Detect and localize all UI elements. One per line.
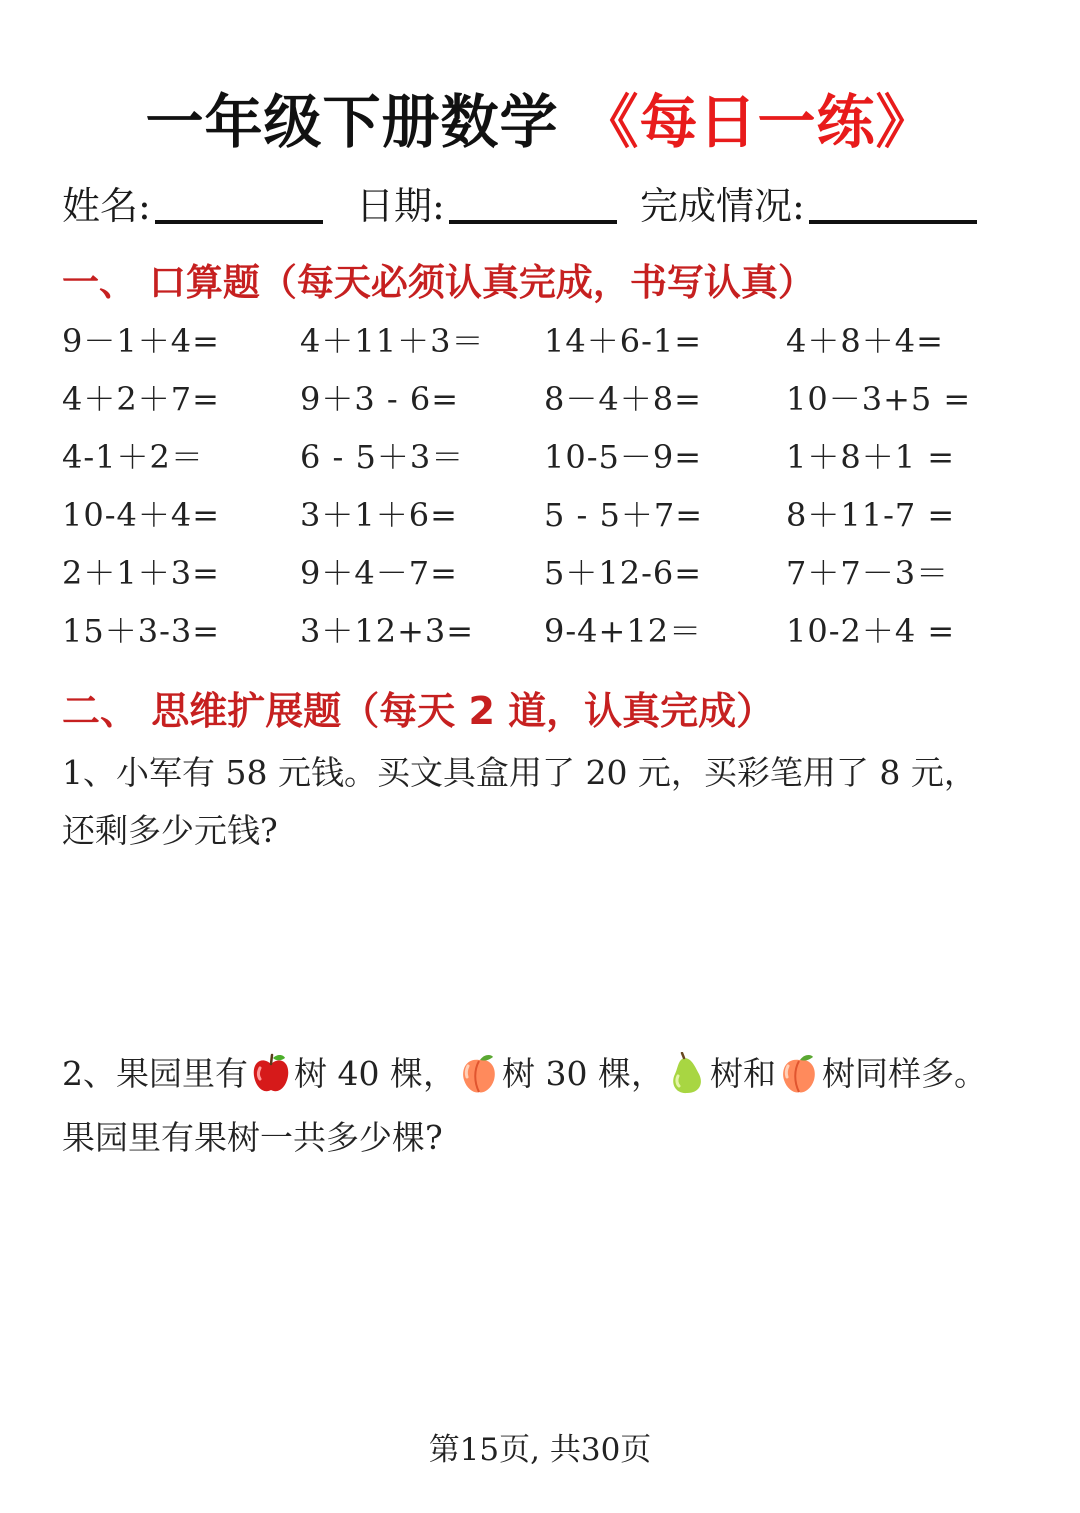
calc-problem: 10－3+5 = [786,380,972,418]
page-title [0,76,1080,158]
section-thinking-extension-title: 二、 思维扩展题（每天 2 道，认真完成） [62,689,775,733]
apple-icon [250,1052,292,1096]
calc-problem: 14＋6-1= [544,322,703,360]
calc-row [62,608,1022,654]
calc-row [62,492,1022,538]
calc-row [62,550,1022,596]
status-blank-line[interactable] [809,220,977,224]
calc-problem: 9＋4－7= [300,554,458,592]
title-main: 一年级下册数学 [145,88,559,156]
word-problem-1-line-1: 1、小军有 58 元钱。买文具盒用了 20 元，买彩笔用了 8 元， [62,753,977,792]
page-number-footer: 第15页, 共30页 [428,1432,652,1468]
problem-2-text-segment: 树 40 棵， [294,1054,456,1093]
date-label: 日期: [356,184,445,228]
calc-problem: 2＋1＋3= [62,554,220,592]
calc-problem: 15＋3-3= [62,612,221,650]
calc-problem: 8－4＋8= [544,380,702,418]
calc-row [62,376,1022,422]
peach-icon [458,1052,500,1096]
problem-2-text-segment: 树同样多。 [821,1054,987,1093]
name-blank-line[interactable] [155,220,323,224]
calc-problem: 10-4＋4= [62,496,221,534]
calc-problem: 4＋2＋7= [62,380,220,418]
problem-2-text-segment: 树和 [709,1054,776,1093]
calc-problem: 5 - 5＋7= [544,496,704,534]
section-oral-calculation-title: 一、 口算题（每天必须认真完成，书写认真） [62,261,815,304]
calc-problem: 10-5－9= [544,438,703,476]
pear-icon [666,1052,708,1096]
calc-problem: 9-4+12＝ [544,612,703,650]
date-field[interactable] [356,174,617,230]
calc-problem: 1＋8＋1 = [786,438,956,476]
calc-problem: 3＋1＋6= [300,496,458,534]
calc-problem: 9－1＋4= [62,322,220,360]
word-problem-1 [62,744,1022,860]
calc-problem: 4＋11＋3＝ [300,322,485,360]
word-problem-1-line-2: 还剩多少元钱? [62,811,278,850]
calc-row [62,318,1022,364]
calc-problem: 5＋12-6= [544,554,703,592]
name-field[interactable] [62,174,323,230]
calc-problem: 6 - 5＋3＝ [300,438,465,476]
calc-problem: 3＋12+3= [300,612,475,650]
calc-problem: 7＋7－3＝ [786,554,950,592]
calc-problem: 9＋3 - 6= [300,380,460,418]
student-info-row [62,174,1022,230]
status-field[interactable] [640,174,977,230]
calc-problem: 4-1＋2＝ [62,438,204,476]
calc-problem: 8＋11-7 = [786,496,956,534]
date-blank-line[interactable] [449,220,617,224]
problem-2-text-segment: 2、果园里有 [62,1054,248,1093]
name-label: 姓名: [62,184,151,228]
calc-problem: 10-2＋4 = [786,612,956,650]
word-problem-2-line-2: 果园里有果树一共多少棵? [62,1118,443,1157]
word-problem-2 [62,1042,1022,1170]
word-problem-2-line-1 [62,1042,1022,1106]
calc-row [62,434,1022,480]
title-highlight: 《每日一练》 [580,88,935,156]
peach-icon [778,1052,820,1096]
status-label: 完成情况: [640,184,805,228]
problem-2-text-segment: 树 30 棵， [501,1054,664,1093]
calc-problem: 4＋8＋4= [786,322,944,360]
